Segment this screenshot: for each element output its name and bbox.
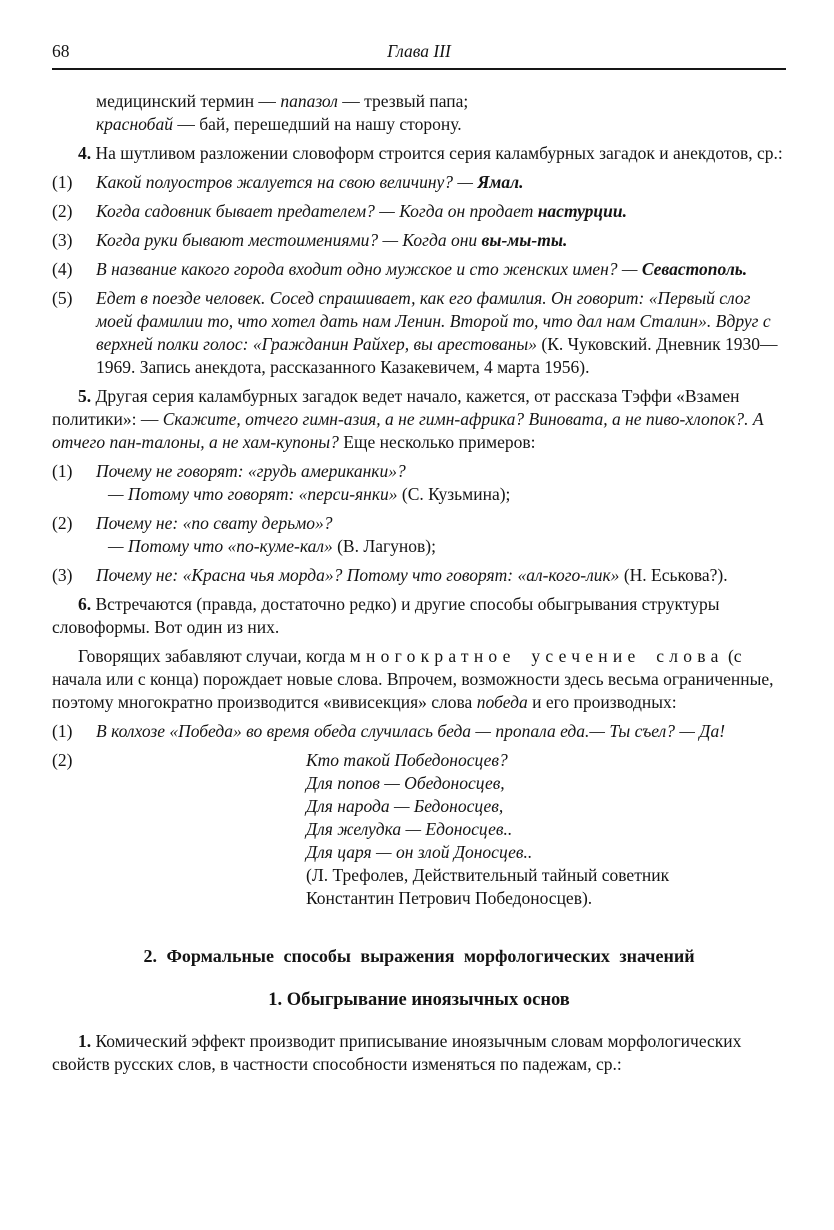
source-reference: (Н. Еськова?). bbox=[619, 565, 728, 585]
item-text bbox=[96, 229, 786, 252]
example-item bbox=[52, 720, 786, 743]
chapter-title: Глава III bbox=[387, 41, 451, 61]
definition-lines bbox=[96, 90, 786, 136]
verse-line: Для желудка — Едоносцев.. bbox=[306, 819, 513, 839]
item-label: (1) bbox=[52, 461, 73, 481]
item-label: (1) bbox=[52, 721, 73, 741]
item-text bbox=[96, 200, 786, 223]
paragraph-number: 1. bbox=[78, 1031, 92, 1051]
paragraph-4-lead bbox=[52, 142, 786, 165]
text-run: Говорящих забавляют случаи, когда bbox=[78, 646, 350, 666]
source-reference: (К. Чуковский. Дневник 1930—1969. Запись анекдота, рассказанного Казакевичем, 4 марта 1956). bbox=[96, 334, 778, 377]
riddle-answer: — Потому что говорят: «перси-янки» bbox=[108, 484, 398, 504]
item-label: (1) bbox=[52, 172, 73, 192]
riddle-item bbox=[52, 564, 786, 587]
text-run: Еще несколько примеров: bbox=[338, 432, 536, 452]
source-reference: (В. Лагунов); bbox=[332, 536, 436, 556]
item-text bbox=[96, 720, 786, 743]
paragraph-number: 4. bbox=[78, 143, 92, 163]
riddle-question: Когда садовник бывает предателем? — Когда он продает bbox=[96, 201, 538, 221]
riddle-question: Почему не говорят: «грудь американки»? bbox=[96, 461, 406, 481]
riddle-question: Почему не: «по свату дерьмо»? bbox=[96, 513, 333, 533]
paragraph-6-lead bbox=[52, 593, 786, 639]
text-run: Комический эффект производит приписывание иноязычным словам морфологических свойств русских слов, в частности способности изменяться по падежам, ср.: bbox=[52, 1031, 742, 1074]
item-text bbox=[96, 749, 786, 910]
paragraph-5-lead bbox=[52, 385, 786, 454]
text-run: — трезвый папа; bbox=[337, 91, 469, 111]
verse-line: Для народа — Бедоносцев, bbox=[306, 796, 504, 816]
item-text bbox=[96, 287, 786, 379]
text-run: На шутливом разложении словоформ строится серия каламбурных загадок и анекдотов, ср.: bbox=[91, 143, 783, 163]
riddle-question: Какой полуостров жалуется на свою величину? — bbox=[96, 172, 478, 192]
anecdote-text: Едет в поезде человек. Сосед спрашивает, как его фамилия. Он говорит: «Первый слог моей фамилии то, что хотел дать нам Ленин. Второй то, что дал нам Сталин». Вдруг с верхней полки голос: «Гражданин Райхер, вы арестованы» bbox=[96, 288, 771, 354]
source-reference: (С. Кузьмина); bbox=[397, 484, 511, 504]
item-text bbox=[96, 564, 786, 587]
verse-attribution: (Л. Трефолев, Действительный тайный советник Константин Петрович Победоносцев). bbox=[306, 865, 670, 908]
quote-italic: Скажите, отчего гимн-азия, а не гимн-африка? Виновата, а не пиво-хлопок?. А отчего пан-талоны, а не хам-купоны? bbox=[52, 409, 764, 452]
riddle-item bbox=[52, 460, 786, 506]
header-rule bbox=[52, 68, 786, 70]
item-text bbox=[96, 171, 786, 194]
subsection-heading: 1. Обыгрывание иноязычных основ bbox=[268, 990, 570, 1010]
riddle-answer: настурции. bbox=[537, 201, 627, 221]
riddle-answer-line bbox=[96, 483, 510, 506]
item-label: (2) bbox=[52, 750, 73, 770]
verse-line: Для царя — он злой Доносцев.. bbox=[306, 842, 533, 862]
text-run: — бай, перешедший на нашу сторону. bbox=[172, 114, 462, 134]
riddle-question: Когда руки бывают местоимениями? — Когда они bbox=[96, 230, 482, 250]
page-header bbox=[52, 40, 786, 64]
example-text: В колхозе «Победа» во время обеда случилась беда — пропала еда.— Ты съел? — Да! bbox=[96, 721, 726, 741]
spaced-emphasis: многократное усечение слова bbox=[349, 646, 724, 666]
item-label: (5) bbox=[52, 288, 73, 308]
riddle-answer: Ямал. bbox=[477, 172, 524, 192]
item-label: (3) bbox=[52, 230, 73, 250]
item-text bbox=[96, 258, 786, 281]
paragraph-number: 5. bbox=[78, 386, 92, 406]
term-italic: победа bbox=[476, 692, 528, 712]
riddle-answer: вы-мы-ты. bbox=[481, 230, 568, 250]
item-text bbox=[96, 460, 786, 506]
riddle-item bbox=[52, 512, 786, 558]
riddle-item bbox=[52, 229, 786, 252]
anecdote-item bbox=[52, 287, 786, 379]
riddle-question: Почему не: «Красна чья морда»? Потому что говорят: «ал-кого-лик» bbox=[96, 565, 620, 585]
item-label: (4) bbox=[52, 259, 73, 279]
text-run: и его производных: bbox=[527, 692, 677, 712]
riddle-item bbox=[52, 200, 786, 223]
verse-block bbox=[306, 749, 736, 910]
item-label: (2) bbox=[52, 201, 73, 221]
item-label: (2) bbox=[52, 513, 73, 533]
term-italic: папазол bbox=[280, 91, 338, 111]
riddle-item bbox=[52, 171, 786, 194]
page-number: 68 bbox=[52, 41, 70, 61]
text-run: Другая серия каламбурных загадок ведет начало, кажется, от рассказа Тэффи «Взамен политики»: — bbox=[52, 386, 740, 429]
verse-line: Кто такой Победоносцев? bbox=[306, 750, 508, 770]
riddle-answer: — Потому что «по-куме-кал» bbox=[108, 536, 333, 556]
item-text bbox=[96, 512, 786, 558]
paragraph-6-body bbox=[52, 645, 786, 714]
term-italic: краснобай bbox=[96, 114, 173, 134]
riddle-item bbox=[52, 258, 786, 281]
text-run: Встречаются (правда, достаточно редко) и другие способы обыгрывания структуры словоформы. Вот один из них. bbox=[52, 594, 720, 637]
paragraph-number: 6. bbox=[78, 594, 92, 614]
section-heading: 2. Формальные способы выражения морфологических значений bbox=[143, 946, 695, 966]
verse-line: Для попов — Обедоносцев, bbox=[306, 773, 505, 793]
text-run: (с начала или с конца) порождает новые слова. Впрочем, возможности здесь весьма ограниченные, поэтому многократно производится «вивисекция» слова bbox=[52, 646, 774, 712]
riddle-answer: Севастополь. bbox=[641, 259, 748, 279]
verse-item bbox=[52, 749, 786, 910]
paragraph-1-lead bbox=[52, 1030, 786, 1076]
item-label: (3) bbox=[52, 565, 73, 585]
text-run: медицинский термин — bbox=[96, 91, 281, 111]
riddle-question: В название какого города входит одно мужское и сто женских имен? — bbox=[96, 259, 642, 279]
riddle-answer-line bbox=[96, 535, 436, 558]
